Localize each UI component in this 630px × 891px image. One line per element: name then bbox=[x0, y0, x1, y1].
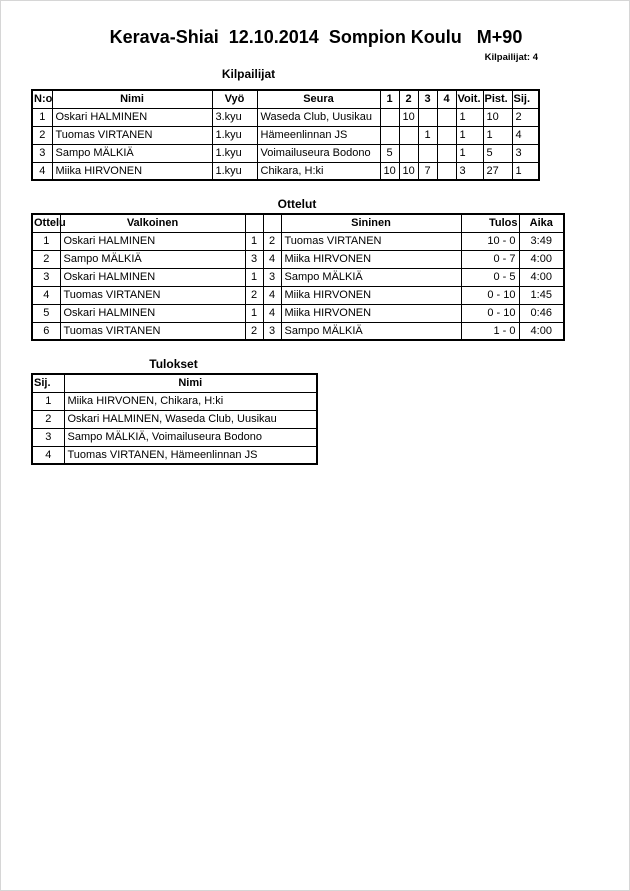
col-header-voit: Voit. bbox=[456, 90, 483, 108]
cell-seura: Waseda Club, Uusikau bbox=[257, 108, 380, 126]
cell-nimi: Sampo MÄLKIÄ, Voimailuseura Bodono bbox=[64, 428, 317, 446]
cell-vyo: 1.kyu bbox=[212, 162, 257, 180]
table-row bbox=[32, 144, 539, 162]
cell-sij: 2 bbox=[32, 410, 64, 428]
cell-tulos: 0 - 10 bbox=[461, 286, 519, 304]
cell-seura: Voimailuseura Bodono bbox=[257, 144, 380, 162]
col-header-sij: Sij. bbox=[512, 90, 539, 108]
cell-no: 3 bbox=[32, 144, 52, 162]
cell-tulos: 0 - 7 bbox=[461, 250, 519, 268]
cell-score-3 bbox=[418, 108, 437, 126]
cell-white-no: 2 bbox=[245, 286, 263, 304]
cell-blue-no: 3 bbox=[263, 268, 281, 286]
cell-white: Sampo MÄLKIÄ bbox=[60, 250, 245, 268]
cell-tulos: 0 - 5 bbox=[461, 268, 519, 286]
cell-score-4 bbox=[437, 162, 456, 180]
cell-score-4 bbox=[437, 126, 456, 144]
cell-score-4 bbox=[437, 144, 456, 162]
col-header-3: 3 bbox=[418, 90, 437, 108]
cell-match-no: 5 bbox=[32, 304, 60, 322]
competitors-count: Kilpailijat: 4 bbox=[484, 52, 538, 63]
table-row bbox=[32, 322, 564, 340]
cell-pist: 5 bbox=[483, 144, 512, 162]
cell-nimi: Miika HIRVONEN, Chikara, H:ki bbox=[64, 392, 317, 410]
tulokset-table bbox=[31, 373, 318, 465]
cell-nimi: Tuomas VIRTANEN bbox=[52, 126, 212, 144]
table-row bbox=[32, 162, 539, 180]
cell-voit: 3 bbox=[456, 162, 483, 180]
table-row bbox=[32, 232, 564, 250]
cell-sij: 3 bbox=[32, 428, 64, 446]
cell-white: Oskari HALMINEN bbox=[60, 232, 245, 250]
col-header-valkoinen: Valkoinen bbox=[60, 214, 245, 232]
col-header-white-no bbox=[245, 214, 263, 232]
cell-blue-no: 4 bbox=[263, 250, 281, 268]
cell-white-no: 3 bbox=[245, 250, 263, 268]
cell-pist: 27 bbox=[483, 162, 512, 180]
cell-pist: 10 bbox=[483, 108, 512, 126]
cell-nimi: Oskari HALMINEN, Waseda Club, Uusikau bbox=[64, 410, 317, 428]
col-header-ottelu: Ottelu bbox=[32, 214, 60, 232]
cell-no: 1 bbox=[32, 108, 52, 126]
ottelut-heading: Ottelut bbox=[277, 197, 317, 211]
table-row bbox=[32, 410, 317, 428]
cell-sij: 4 bbox=[32, 446, 64, 464]
cell-aika: 1:45 bbox=[519, 286, 564, 304]
cell-white: Oskari HALMINEN bbox=[60, 268, 245, 286]
col-header-pist: Pist. bbox=[483, 90, 512, 108]
header-row bbox=[32, 374, 317, 392]
cell-white-no: 1 bbox=[245, 304, 263, 322]
cell-white: Tuomas VIRTANEN bbox=[60, 322, 245, 340]
col-header-vyo: Vyö bbox=[212, 90, 257, 108]
col-header-sij: Sij. bbox=[32, 374, 64, 392]
cell-voit: 1 bbox=[456, 108, 483, 126]
col-header-2: 2 bbox=[399, 90, 418, 108]
table-row bbox=[32, 108, 539, 126]
cell-white: Oskari HALMINEN bbox=[60, 304, 245, 322]
cell-blue: Miika HIRVONEN bbox=[281, 250, 461, 268]
cell-score-2 bbox=[399, 144, 418, 162]
col-header-4: 4 bbox=[437, 90, 456, 108]
cell-aika: 4:00 bbox=[519, 250, 564, 268]
cell-vyo: 1.kyu bbox=[212, 126, 257, 144]
col-header-1: 1 bbox=[380, 90, 399, 108]
cell-score-1 bbox=[380, 126, 399, 144]
col-header-nimi: Nimi bbox=[52, 90, 212, 108]
cell-blue-no: 4 bbox=[263, 304, 281, 322]
cell-match-no: 6 bbox=[32, 322, 60, 340]
cell-blue: Sampo MÄLKIÄ bbox=[281, 268, 461, 286]
cell-score-1: 5 bbox=[380, 144, 399, 162]
cell-white: Tuomas VIRTANEN bbox=[60, 286, 245, 304]
page-title: Kerava-Shiai 12.10.2014 Sompion Koulu M+90 bbox=[109, 27, 523, 47]
cell-blue-no: 3 bbox=[263, 322, 281, 340]
col-header-tulos: Tulos bbox=[461, 214, 519, 232]
col-header-aika: Aika bbox=[519, 214, 564, 232]
cell-aika: 3:49 bbox=[519, 232, 564, 250]
header-row bbox=[32, 90, 539, 108]
cell-tulos: 1 - 0 bbox=[461, 322, 519, 340]
kilpailijat-table bbox=[31, 89, 540, 181]
cell-aika: 4:00 bbox=[519, 268, 564, 286]
table-row bbox=[32, 250, 564, 268]
cell-match-no: 3 bbox=[32, 268, 60, 286]
cell-vyo: 1.kyu bbox=[212, 144, 257, 162]
cell-no: 2 bbox=[32, 126, 52, 144]
col-header-seura: Seura bbox=[257, 90, 380, 108]
cell-sij: 3 bbox=[512, 144, 539, 162]
cell-match-no: 2 bbox=[32, 250, 60, 268]
cell-score-3: 7 bbox=[418, 162, 437, 180]
cell-no: 4 bbox=[32, 162, 52, 180]
cell-white-no: 1 bbox=[245, 232, 263, 250]
cell-white-no: 1 bbox=[245, 268, 263, 286]
table-row bbox=[32, 446, 317, 464]
cell-voit: 1 bbox=[456, 144, 483, 162]
cell-white-no: 2 bbox=[245, 322, 263, 340]
cell-aika: 4:00 bbox=[519, 322, 564, 340]
col-header-nimi: Nimi bbox=[64, 374, 317, 392]
cell-nimi: Oskari HALMINEN bbox=[52, 108, 212, 126]
cell-blue: Sampo MÄLKIÄ bbox=[281, 322, 461, 340]
cell-blue: Tuomas VIRTANEN bbox=[281, 232, 461, 250]
table-row bbox=[32, 304, 564, 322]
col-header-sininen: Sininen bbox=[281, 214, 461, 232]
cell-sij: 4 bbox=[512, 126, 539, 144]
cell-nimi: Miika HIRVONEN bbox=[52, 162, 212, 180]
cell-sij: 2 bbox=[512, 108, 539, 126]
cell-match-no: 1 bbox=[32, 232, 60, 250]
cell-score-1 bbox=[380, 108, 399, 126]
cell-score-4 bbox=[437, 108, 456, 126]
cell-seura: Chikara, H:ki bbox=[257, 162, 380, 180]
cell-vyo: 3.kyu bbox=[212, 108, 257, 126]
table-row bbox=[32, 286, 564, 304]
table-row bbox=[32, 268, 564, 286]
cell-tulos: 10 - 0 bbox=[461, 232, 519, 250]
cell-score-2: 10 bbox=[399, 162, 418, 180]
col-header-no: N:o bbox=[32, 90, 52, 108]
cell-seura: Hämeenlinnan JS bbox=[257, 126, 380, 144]
cell-blue: Miika HIRVONEN bbox=[281, 286, 461, 304]
cell-blue: Miika HIRVONEN bbox=[281, 304, 461, 322]
table-row bbox=[32, 428, 317, 446]
cell-score-2 bbox=[399, 126, 418, 144]
cell-aika: 0:46 bbox=[519, 304, 564, 322]
ottelut-table bbox=[31, 213, 565, 341]
cell-blue-no: 4 bbox=[263, 286, 281, 304]
cell-score-3 bbox=[418, 144, 437, 162]
table-row bbox=[32, 126, 539, 144]
cell-tulos: 0 - 10 bbox=[461, 304, 519, 322]
header-row bbox=[32, 214, 564, 232]
cell-voit: 1 bbox=[456, 126, 483, 144]
table-row bbox=[32, 392, 317, 410]
cell-pist: 1 bbox=[483, 126, 512, 144]
cell-sij: 1 bbox=[512, 162, 539, 180]
cell-nimi: Tuomas VIRTANEN, Hämeenlinnan JS bbox=[64, 446, 317, 464]
cell-nimi: Sampo MÄLKIÄ bbox=[52, 144, 212, 162]
cell-score-1: 10 bbox=[380, 162, 399, 180]
cell-score-2: 10 bbox=[399, 108, 418, 126]
cell-sij: 1 bbox=[32, 392, 64, 410]
col-header-blue-no bbox=[263, 214, 281, 232]
cell-score-3: 1 bbox=[418, 126, 437, 144]
cell-match-no: 4 bbox=[32, 286, 60, 304]
tulokset-heading: Tulokset bbox=[149, 357, 198, 371]
cell-blue-no: 2 bbox=[263, 232, 281, 250]
kilpailijat-heading: Kilpailijat bbox=[221, 67, 276, 81]
